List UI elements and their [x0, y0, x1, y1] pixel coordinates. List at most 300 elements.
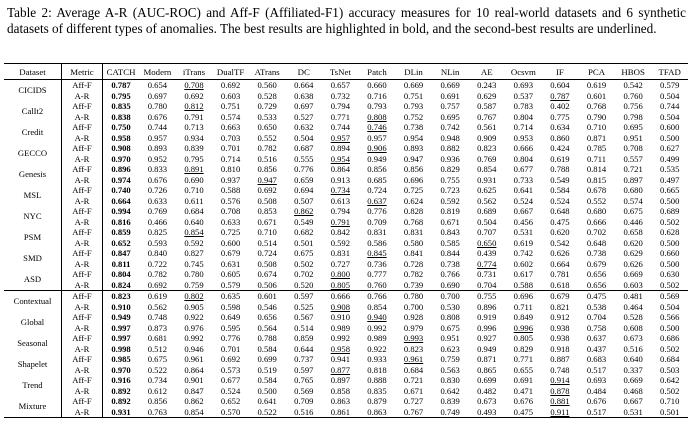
metric-cell: A-R	[62, 323, 103, 334]
metric-cell: Aff-F	[62, 396, 103, 407]
value-cell: 0.896	[111, 164, 131, 175]
value-cell: 0.602	[513, 258, 533, 269]
value-cell: 0.508	[257, 195, 277, 206]
value-cell: 0.922	[367, 343, 387, 354]
value-cell: 0.687	[294, 143, 314, 154]
value-cell: 0.856	[403, 164, 424, 175]
value-cell: 0.679	[220, 248, 241, 259]
value-cell: 0.676	[586, 396, 607, 407]
header-cell: DLin	[395, 64, 432, 80]
value-cell: 0.723	[440, 185, 460, 196]
value-cell: 0.752	[403, 111, 424, 122]
value-cell: 0.845	[367, 248, 387, 259]
value-cell: 0.989	[367, 333, 387, 344]
value-cell: 0.831	[403, 227, 424, 238]
value-cell: 0.804	[513, 153, 533, 164]
value-cell: 0.650	[477, 237, 497, 248]
value-cell: 0.542	[623, 80, 643, 91]
dataset-cell: Contextual	[4, 291, 62, 313]
value-cell: 0.701	[220, 343, 241, 354]
value-cell: 0.600	[660, 122, 680, 133]
table-row	[4, 175, 688, 186]
table-row	[4, 154, 688, 165]
header-cell: HBOS	[615, 64, 652, 80]
value-cell: 0.760	[623, 90, 643, 101]
value-cell: 0.587	[477, 101, 497, 112]
value-cell: 0.709	[294, 396, 314, 407]
value-cell: 0.997	[111, 322, 131, 333]
value-cell: 0.755	[468, 291, 505, 302]
value-cell: 0.782	[257, 143, 277, 154]
value-cell: 0.468	[623, 385, 643, 396]
value-cell: 0.957	[330, 132, 351, 143]
value-cell: 0.482	[477, 385, 497, 396]
value-cell: 0.794	[330, 101, 351, 112]
value-cell: 0.854	[184, 406, 204, 417]
value-cell: 0.949	[111, 312, 131, 323]
value-cell: 0.516	[257, 153, 277, 164]
value-cell: 0.788	[550, 164, 570, 175]
metric-cell: A-R	[62, 259, 103, 270]
value-cell: 0.839	[440, 396, 460, 407]
value-cell: 0.957	[367, 132, 387, 143]
value-cell: 0.830	[440, 375, 460, 386]
value-cell: 0.538	[586, 301, 607, 312]
value-cell: 0.669	[403, 80, 424, 91]
value-cell: 0.759	[440, 354, 460, 365]
value-cell: 0.954	[403, 132, 424, 143]
value-cell: 0.586	[367, 237, 387, 248]
value-cell: 0.542	[550, 237, 570, 248]
table-row	[4, 217, 688, 228]
metric-cell: A-R	[62, 365, 103, 376]
value-cell: 0.574	[623, 195, 643, 206]
value-cell: 0.958	[111, 132, 131, 143]
value-cell: 0.708	[220, 206, 241, 217]
value-cell: 0.623	[440, 343, 460, 354]
value-cell: 0.611	[184, 195, 204, 206]
value-cell: 0.530	[440, 301, 460, 312]
table-row	[4, 259, 688, 270]
value-cell: 0.588	[220, 185, 241, 196]
value-cell: 0.879	[367, 396, 387, 407]
value-cell: 0.901	[184, 375, 204, 386]
value-cell: 0.500	[660, 237, 680, 248]
value-cell: 0.912	[550, 312, 570, 323]
value-cell: 0.689	[477, 206, 497, 217]
dataset-cell: Mixture	[4, 396, 62, 418]
header-cell: Ocsvm	[505, 64, 542, 80]
value-cell: 0.600	[220, 237, 241, 248]
value-cell: 0.585	[440, 237, 460, 248]
value-cell: 0.675	[440, 322, 460, 333]
value-cell: 0.502	[660, 343, 680, 354]
value-cell: 0.604	[550, 80, 570, 91]
value-cell: 0.992	[367, 322, 387, 333]
value-cell: 0.992	[330, 333, 351, 344]
value-cell: 0.567	[294, 312, 314, 323]
value-cell: 0.790	[586, 111, 607, 122]
dataset-cell: CalIt2	[4, 101, 62, 122]
value-cell: 0.774	[477, 258, 497, 269]
value-cell: 0.768	[586, 101, 607, 112]
value-cell: 0.976	[184, 322, 204, 333]
value-cell: 0.475	[513, 406, 533, 417]
value-cell: 0.749	[440, 406, 460, 417]
value-cell: 0.561	[477, 122, 497, 133]
value-cell: 0.873	[147, 322, 168, 333]
value-cell: 0.502	[660, 279, 680, 290]
value-cell: 0.808	[367, 111, 387, 122]
value-cell: 0.916	[111, 375, 131, 386]
value-cell: 0.598	[220, 301, 241, 312]
value-cell: 0.640	[184, 216, 204, 227]
value-cell: 0.827	[184, 248, 204, 259]
value-cell: 0.865	[477, 364, 497, 375]
value-cell: 0.767	[477, 111, 497, 122]
value-cell: 0.531	[513, 227, 533, 238]
value-cell: 0.640	[623, 354, 643, 365]
value-cell: 0.856	[257, 164, 277, 175]
value-cell: 0.823	[477, 143, 497, 154]
value-cell: 0.776	[367, 206, 387, 217]
value-cell: 0.633	[147, 195, 168, 206]
value-cell: 0.952	[147, 153, 168, 164]
value-cell: 0.676	[147, 174, 168, 185]
value-cell: 0.908	[330, 301, 351, 312]
table-caption: Table 2: Average A-R (AUC-ROC) and Aff-F (Affiliated-F1) accuracy measures for 10 real-world datasets and 6 synthetic datasets of different types of anomalies. The best results are highlighted in bold, and the second-best results are underlined.	[7, 5, 686, 36]
value-cell: 0.839	[184, 143, 204, 154]
value-cell: 0.497	[660, 174, 680, 185]
metric-cell: Aff-F	[62, 80, 103, 91]
value-cell: 0.905	[184, 301, 204, 312]
value-cell: 0.684	[403, 364, 424, 375]
value-cell: 0.710	[184, 185, 204, 196]
value-cell: 0.592	[184, 237, 204, 248]
value-cell: 0.970	[111, 153, 131, 164]
value-cell: 0.805	[330, 279, 351, 290]
value-cell: 0.913	[330, 174, 351, 185]
value-cell: 0.243	[477, 80, 497, 91]
value-cell: 0.748	[147, 312, 168, 323]
table-row	[4, 80, 688, 91]
value-cell: 0.766	[359, 291, 396, 302]
value-cell: 0.785	[586, 143, 607, 154]
value-cell: 0.798	[623, 111, 643, 122]
value-cell: 0.783	[513, 101, 533, 112]
value-cell: 0.564	[257, 322, 277, 333]
value-cell: 0.711	[587, 153, 607, 164]
value-cell: 0.514	[294, 322, 314, 333]
metric-cell: Aff-F	[62, 333, 103, 344]
table-row	[4, 91, 688, 102]
value-cell: 0.656	[257, 312, 277, 323]
value-cell: 0.710	[586, 122, 607, 133]
value-cell: 0.922	[184, 312, 204, 323]
value-cell: 0.624	[403, 195, 424, 206]
value-cell: 0.626	[623, 258, 643, 269]
value-cell: 0.881	[550, 396, 570, 407]
value-cell: 0.819	[440, 206, 460, 217]
value-cell: 0.549	[294, 216, 314, 227]
value-cell: 0.738	[586, 248, 607, 259]
metric-cell: A-R	[62, 344, 103, 355]
value-cell: 0.777	[367, 269, 387, 280]
value-cell: 0.549	[550, 174, 570, 185]
value-cell: 0.710	[660, 396, 680, 407]
value-cell: 0.692	[184, 90, 204, 101]
value-cell: 0.641	[513, 185, 533, 196]
value-cell: 0.686	[660, 333, 680, 344]
table-container	[4, 63, 688, 418]
value-cell: 0.728	[403, 258, 424, 269]
table-row	[4, 407, 688, 418]
value-cell: 0.941	[330, 354, 351, 365]
value-cell: 0.656	[586, 269, 607, 280]
metric-cell: Aff-F	[62, 312, 103, 323]
value-cell: 0.780	[395, 291, 432, 302]
table-row	[4, 375, 688, 386]
value-cell: 0.864	[330, 164, 351, 175]
value-cell: 0.337	[623, 364, 643, 375]
value-cell: 0.475	[550, 216, 570, 227]
value-cell: 0.635	[212, 291, 249, 302]
value-cell: 0.808	[440, 312, 460, 323]
value-cell: 0.769	[477, 153, 497, 164]
table-row	[4, 302, 688, 313]
table-row	[4, 248, 688, 259]
value-cell: 0.569	[294, 385, 314, 396]
value-cell: 0.961	[184, 354, 204, 365]
value-cell: 0.633	[220, 216, 241, 227]
value-cell: 0.676	[147, 111, 168, 122]
dataset-cell: SMD	[4, 248, 62, 269]
value-cell: 0.500	[257, 385, 277, 396]
value-cell: 0.936	[440, 153, 460, 164]
table-row	[4, 143, 688, 154]
value-cell: 0.528	[257, 90, 277, 101]
value-cell: 0.634	[550, 122, 570, 133]
value-cell: 0.927	[477, 333, 497, 344]
value-cell: 0.755	[440, 174, 460, 185]
table-row	[4, 196, 688, 207]
value-cell: 0.466	[147, 216, 168, 227]
value-cell: 0.603	[220, 90, 241, 101]
value-cell: 0.928	[403, 312, 424, 323]
value-cell: 0.691	[440, 90, 460, 101]
value-cell: 0.699	[477, 375, 497, 386]
value-cell: 0.910	[111, 301, 131, 312]
table-row	[4, 354, 688, 365]
value-cell: 0.692	[257, 185, 277, 196]
value-cell: 0.805	[513, 333, 533, 344]
value-cell: 0.892	[111, 385, 131, 396]
header-cell: iTrans	[176, 64, 213, 80]
value-cell: 0.838	[111, 111, 131, 122]
value-cell: 0.562	[147, 301, 168, 312]
value-cell: 0.664	[550, 258, 570, 269]
value-cell: 0.695	[623, 122, 643, 133]
value-cell: 0.911	[550, 406, 570, 417]
value-cell: 0.671	[257, 216, 277, 227]
value-cell: 0.502	[294, 258, 314, 269]
value-cell: 0.787	[111, 80, 131, 91]
value-cell: 0.516	[294, 406, 314, 417]
metric-cell: A-R	[62, 238, 103, 249]
dataset-cell: Genesis	[4, 164, 62, 185]
value-cell: 0.745	[184, 258, 204, 269]
value-cell: 0.711	[513, 301, 533, 312]
dataset-cell: Seasonal	[4, 333, 62, 354]
metric-cell: Aff-F	[62, 375, 103, 386]
value-cell: 0.849	[513, 312, 533, 323]
value-cell: 0.520	[294, 279, 314, 290]
value-cell: 0.402	[550, 101, 570, 112]
value-cell: 0.685	[367, 174, 387, 185]
value-cell: 0.729	[257, 101, 277, 112]
value-cell: 0.727	[330, 258, 351, 269]
value-cell: 0.859	[111, 227, 131, 238]
value-cell: 0.703	[220, 132, 241, 143]
value-cell: 0.780	[184, 269, 204, 280]
table-row	[4, 122, 688, 133]
value-cell: 0.888	[367, 375, 387, 386]
value-cell: 0.648	[586, 237, 607, 248]
value-cell: 0.750	[111, 122, 131, 133]
value-cell: 0.722	[147, 258, 168, 269]
dataset-cell: Shapelet	[4, 354, 62, 375]
value-cell: 0.744	[330, 122, 351, 133]
value-cell: 0.655	[513, 364, 533, 375]
header-cell: ATrans	[249, 64, 286, 80]
value-cell: 0.804	[111, 269, 131, 280]
value-cell: 0.918	[550, 343, 570, 354]
value-cell: 0.860	[550, 132, 570, 143]
value-cell: 0.896	[477, 301, 497, 312]
results-table	[4, 63, 688, 418]
value-cell: 0.768	[403, 216, 424, 227]
value-cell: 0.493	[477, 406, 497, 417]
value-cell: 0.597	[294, 364, 314, 375]
value-cell: 0.675	[147, 354, 168, 365]
value-cell: 0.897	[330, 375, 351, 386]
value-cell: 0.951	[440, 333, 460, 344]
value-cell: 0.630	[660, 269, 680, 280]
value-cell: 0.734	[330, 185, 351, 196]
value-cell: 0.847	[111, 248, 131, 259]
value-cell: 0.699	[257, 354, 277, 365]
value-cell: 0.528	[623, 312, 643, 323]
metric-cell: Aff-F	[62, 227, 103, 238]
value-cell: 0.569	[651, 291, 688, 302]
value-cell: 0.684	[184, 206, 204, 217]
value-cell: 0.746	[367, 122, 387, 133]
value-cell: 0.629	[477, 90, 497, 101]
value-cell: 0.835	[367, 385, 387, 396]
metric-cell: Aff-F	[62, 101, 103, 112]
value-cell: 0.833	[147, 164, 168, 175]
value-cell: 0.531	[623, 406, 643, 417]
value-cell: 0.697	[294, 101, 314, 112]
metric-cell: Aff-F	[62, 248, 103, 259]
value-cell: 0.697	[147, 90, 168, 101]
value-cell: 0.795	[111, 90, 131, 101]
value-cell: 0.843	[440, 227, 460, 238]
value-cell: 0.825	[147, 227, 168, 238]
value-cell: 0.701	[220, 143, 241, 154]
value-cell: 0.696	[403, 174, 424, 185]
value-cell: 0.601	[586, 90, 607, 101]
value-cell: 0.914	[550, 375, 570, 386]
value-cell: 0.802	[176, 291, 213, 302]
value-cell: 0.700	[403, 301, 424, 312]
value-cell: 0.681	[147, 333, 168, 344]
value-cell: 0.856	[147, 396, 168, 407]
value-cell: 0.620	[623, 237, 643, 248]
value-cell: 0.800	[330, 269, 351, 280]
value-cell: 0.732	[330, 90, 351, 101]
metric-cell: Aff-F	[62, 143, 103, 154]
value-cell: 0.782	[147, 269, 168, 280]
metric-cell: A-R	[62, 386, 103, 397]
value-cell: 0.560	[257, 80, 277, 91]
value-cell: 0.702	[586, 227, 607, 238]
value-cell: 0.519	[257, 364, 277, 375]
value-cell: 0.689	[660, 206, 680, 217]
value-cell: 0.996	[477, 322, 497, 333]
value-cell: 0.658	[623, 227, 643, 238]
value-cell: 0.788	[257, 333, 277, 344]
value-cell: 0.734	[147, 375, 168, 386]
value-cell: 0.652	[220, 396, 241, 407]
table-row	[4, 312, 688, 323]
header-cell: IF	[542, 64, 579, 80]
value-cell: 0.763	[147, 406, 168, 417]
value-cell: 0.641	[257, 396, 277, 407]
value-cell: 0.996	[513, 322, 533, 333]
value-cell: 0.710	[257, 227, 277, 238]
value-cell: 0.740	[111, 185, 131, 196]
value-cell: 0.823	[403, 343, 424, 354]
value-cell: 0.804	[513, 111, 533, 122]
value-cell: 0.700	[432, 291, 469, 302]
value-cell: 0.748	[550, 364, 570, 375]
value-cell: 0.856	[367, 164, 387, 175]
value-cell: 0.500	[660, 132, 680, 143]
dataset-cell: Credit	[4, 122, 62, 143]
value-cell: 0.709	[367, 216, 387, 227]
value-cell: 0.693	[513, 80, 533, 91]
header-cell: TsNet	[322, 64, 359, 80]
value-cell: 0.503	[660, 364, 680, 375]
value-cell: 0.694	[294, 185, 314, 196]
value-cell: 0.504	[660, 301, 680, 312]
table-row	[4, 101, 688, 112]
value-cell: 0.613	[330, 195, 351, 206]
value-cell: 0.781	[550, 269, 570, 280]
value-cell: 0.979	[403, 322, 424, 333]
value-cell: 0.500	[660, 258, 680, 269]
value-cell: 0.527	[294, 111, 314, 122]
value-cell: 0.499	[660, 153, 680, 164]
value-cell: 0.673	[623, 333, 643, 344]
value-cell: 0.724	[257, 248, 277, 259]
value-cell: 0.894	[330, 143, 351, 154]
value-cell: 0.707	[477, 227, 497, 238]
value-cell: 0.909	[477, 132, 497, 143]
value-cell: 0.877	[330, 364, 351, 375]
value-cell: 0.828	[403, 206, 424, 217]
